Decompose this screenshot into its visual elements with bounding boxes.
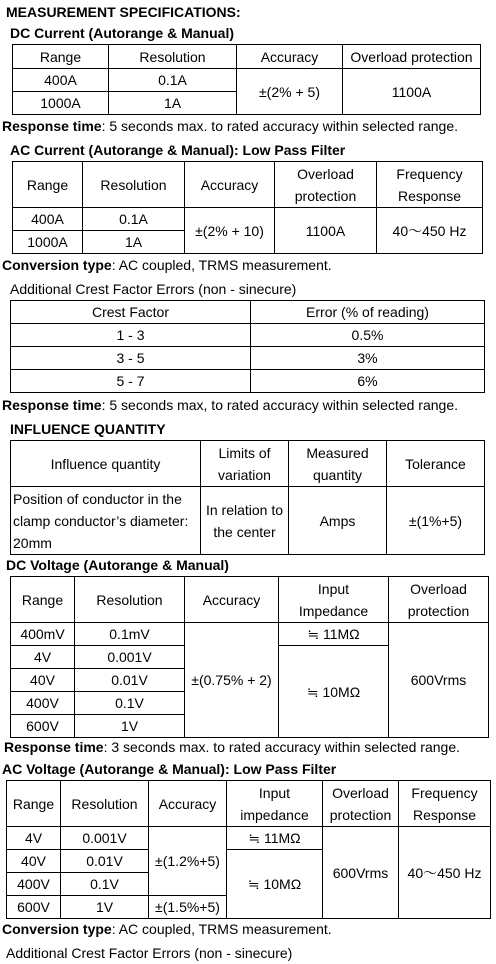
header-impedance-line1: Input xyxy=(317,580,350,597)
response-text: : 5 seconds max. to rated accuracy within selected range. xyxy=(101,118,458,134)
dc-voltage-response xyxy=(4,738,460,756)
header-overload-line1: Overload xyxy=(410,580,467,597)
limits-line2: the center xyxy=(213,523,276,540)
cell-impedance: ≒ 11MΩ xyxy=(279,623,389,646)
cell-resolution: 0.001V xyxy=(75,646,185,669)
header-overload-line1: Overload xyxy=(297,165,354,182)
quantity-line2: clamp conductor’s diameter: xyxy=(13,512,189,529)
cell-range: 40V xyxy=(11,669,75,692)
cell-error: 6% xyxy=(251,370,485,393)
cell-overload: 600Vrms xyxy=(323,827,399,919)
header-limits-line1: Limits of xyxy=(218,444,271,461)
cell-resolution: 1V xyxy=(75,715,185,738)
header-frequency-line2: Response xyxy=(397,187,462,204)
header-range: Range xyxy=(13,45,109,69)
cell-resolution: 1V xyxy=(61,896,149,919)
ac-voltage-conversion xyxy=(2,920,332,938)
header-accuracy: Accuracy xyxy=(185,162,275,208)
ac-current-table xyxy=(12,161,483,254)
ac-current-conversion xyxy=(2,256,332,274)
cell-range: 1000A xyxy=(13,92,109,115)
header-overload-line2: protection xyxy=(294,187,357,204)
cell-range: 400mV xyxy=(11,623,75,646)
cell-range: 400A xyxy=(13,69,109,92)
influence-table xyxy=(10,440,485,555)
cell-range: 4V xyxy=(11,646,75,669)
cell-accuracy: ±(2% + 5) xyxy=(237,69,343,115)
header-overload xyxy=(275,162,377,208)
cell-error: 3% xyxy=(251,347,485,370)
cell-resolution: 1A xyxy=(109,92,237,115)
header-accuracy: Accuracy xyxy=(149,781,227,827)
cell-tolerance: ±(1%+5) xyxy=(387,487,485,555)
header-tolerance: Tolerance xyxy=(387,441,485,487)
header-limits-line2: variation xyxy=(218,466,271,483)
cell-resolution: 0.1mV xyxy=(75,623,185,646)
cell-measured: Amps xyxy=(289,487,387,555)
header-overload: Overload protection xyxy=(343,45,481,69)
cell-range: 400V xyxy=(11,692,75,715)
header-impedance xyxy=(279,577,389,623)
header-accuracy: Accuracy xyxy=(237,45,343,69)
response-label: Response time xyxy=(2,118,102,134)
header-impedance-line1: Input xyxy=(258,784,291,801)
cell-resolution: 0.1A xyxy=(109,69,237,92)
quantity-line3: 20mm xyxy=(13,534,52,551)
dc-current-heading: DC Current (Autorange & Manual) xyxy=(10,25,234,41)
header-overload-line2: protection xyxy=(329,806,392,823)
dc-voltage-table xyxy=(10,576,489,738)
header-range: Range xyxy=(13,162,83,208)
ac-voltage-table xyxy=(6,780,491,919)
header-influence-quantity: Influence quantity xyxy=(11,441,201,487)
conversion-text: : AC coupled, TRMS measurement. xyxy=(111,921,332,937)
limits-line1: In relation to xyxy=(205,501,284,518)
header-overload xyxy=(323,781,399,827)
header-overload-line2: protection xyxy=(407,602,470,619)
header-frequency xyxy=(399,781,491,827)
influence-heading: INFLUENCE QUANTITY xyxy=(10,421,166,437)
cell-overload: 600Vrms xyxy=(389,623,489,738)
cell-accuracy: ±(2% + 10) xyxy=(185,208,275,254)
header-measured-line2: quantity xyxy=(312,466,363,483)
cell-impedance: ≒ 10MΩ xyxy=(279,646,389,738)
header-range: Range xyxy=(7,781,61,827)
conversion-label: Conversion type xyxy=(2,921,112,937)
cell-overload: 1100A xyxy=(343,69,481,115)
cell-range: 40V xyxy=(7,850,61,873)
dc-voltage-heading: DC Voltage (Autorange & Manual) xyxy=(6,557,229,573)
ac-current-crest-heading: Additional Crest Factor Errors (non - sinecure) xyxy=(10,281,297,297)
header-range: Range xyxy=(11,577,75,623)
cell-resolution: 0.001V xyxy=(61,827,149,850)
ac-current-heading: AC Current (Autorange & Manual): Low Pass Filter xyxy=(10,142,346,158)
cell-crest-factor: 5 - 7 xyxy=(11,370,251,393)
header-impedance xyxy=(227,781,323,827)
cell-resolution: 0.01V xyxy=(75,669,185,692)
cell-resolution: 0.1V xyxy=(61,873,149,896)
header-frequency-line1: Frequency xyxy=(411,784,478,801)
header-frequency xyxy=(377,162,483,208)
cell-limits xyxy=(201,487,289,555)
cell-impedance: ≒ 10MΩ xyxy=(227,850,323,919)
header-resolution: Resolution xyxy=(75,577,185,623)
cell-impedance: ≒ 11MΩ xyxy=(227,827,323,850)
header-resolution: Resolution xyxy=(83,162,185,208)
response-label: Response time xyxy=(4,739,104,755)
cell-range: 400V xyxy=(7,873,61,896)
dc-current-table xyxy=(12,44,481,115)
header-frequency-line1: Frequency xyxy=(396,165,463,182)
page-title: MEASUREMENT SPECIFICATIONS: xyxy=(6,4,241,20)
cell-crest-factor: 3 - 5 xyxy=(11,347,251,370)
cell-resolution: 0.1V xyxy=(75,692,185,715)
cell-accuracy: ±(1.2%+5) xyxy=(149,827,227,896)
header-overload xyxy=(389,577,489,623)
response-text: : 5 seconds max, to rated accuracy within selected range. xyxy=(101,397,458,413)
header-impedance-line2: Impedance xyxy=(298,602,369,619)
cell-range: 4V xyxy=(7,827,61,850)
header-resolution: Resolution xyxy=(61,781,149,827)
header-limits xyxy=(201,441,289,487)
header-measured-line1: Measured xyxy=(306,444,369,461)
cell-error: 0.5% xyxy=(251,324,485,347)
dc-current-response xyxy=(2,117,458,135)
conversion-text: : AC coupled, TRMS measurement. xyxy=(111,257,332,273)
ac-current-crest-table xyxy=(10,300,485,393)
header-crest-factor: Crest Factor xyxy=(11,301,251,324)
header-overload-line1: Overload xyxy=(332,784,389,801)
header-accuracy: Accuracy xyxy=(185,577,279,623)
header-error: Error (% of reading) xyxy=(251,301,485,324)
cell-accuracy: ±(1.5%+5) xyxy=(149,896,227,919)
cell-range: 400A xyxy=(13,208,83,231)
header-resolution: Resolution xyxy=(109,45,237,69)
cell-frequency: 40～450 Hz xyxy=(377,208,483,254)
cell-range: 600V xyxy=(7,896,61,919)
cell-range: 1000A xyxy=(13,231,83,254)
response-text: : 3 seconds max. to rated accuracy within selected range. xyxy=(103,739,460,755)
header-measured xyxy=(289,441,387,487)
cell-overload: 1100A xyxy=(275,208,377,254)
cell-influence-quantity xyxy=(11,487,201,555)
cell-resolution: 0.01V xyxy=(61,850,149,873)
header-impedance-line2: impedance xyxy=(240,806,309,823)
cell-resolution: 0.1A xyxy=(83,208,185,231)
response-label: Response time xyxy=(2,397,102,413)
cell-crest-factor: 1 - 3 xyxy=(11,324,251,347)
cell-range: 600V xyxy=(11,715,75,738)
cell-resolution: 1A xyxy=(83,231,185,254)
quantity-line1: Position of conductor in the xyxy=(13,490,182,507)
ac-current-response xyxy=(2,396,458,414)
conversion-label: Conversion type xyxy=(2,257,112,273)
ac-voltage-crest-heading: Additional Crest Factor Errors (non - sinecure) xyxy=(6,945,293,961)
cell-accuracy: ±(0.75% + 2) xyxy=(185,623,279,738)
ac-voltage-heading: AC Voltage (Autorange & Manual): Low Pass Filter xyxy=(2,761,337,777)
header-frequency-line2: Response xyxy=(412,806,477,823)
cell-frequency: 40～450 Hz xyxy=(399,827,491,919)
